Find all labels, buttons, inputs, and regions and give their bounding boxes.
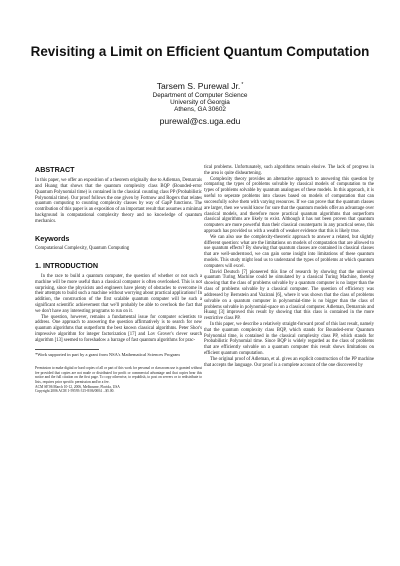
body-paragraph-5: In this paper, we describe a relatively straight-forward proof of this last result, namely that the quantum complexity class BQP, which stands for Bounded-error Quantum Polynomial time, is contained in the classical complexity class PP, which stands for Probabilistic Polynomial time. Since BQP is widely regarded as the class of problems that are efficiently solvable on a quantum computer this result shows limitations on efficient quantum computation.	[204, 321, 374, 356]
body-paragraph-2: Complexity theory provides an alternative approach to answering this question by comparing the types of problems solvable by classical models of computation to the types of problems solvable by quantum analogues of these models. In this approach, it is useful to seperate problems into classes based on models of computation that can successfully solve them with varying resources. If we can prove that the quantum classes are larger, then we would know for sure that the quantum models offer an advantage over classical models, and therefore more practical quantum algorithms that outperform classical algorithms are likely to exist. Although it has not been proven that quantum computers are more powerful than their classical counterparts in any practical sense, this approach has provided us with a wealth of weaker evidence that this is likely true.	[204, 176, 374, 234]
permission-notice: Permission to make digital or hard copies of all or part of this work for personal or classroom use is granted without fee provided that copies are not made or distributed for profit or commercial advantage and that copies bear this notice and the full citation on the first page. To copy otherwise, to republish, to post on servers or to redistribute to lists, requires prior specific permission and/or a fee.	[35, 366, 202, 385]
affiliation-department: Department of Computer Science	[152, 91, 248, 99]
author-name-line	[0, 82, 400, 91]
keywords-text: Computational Complexity, Quantum Computing	[35, 245, 130, 251]
author-footnote: *Work supported in part by a grant from NSA's Mathematical Sciences Program	[35, 351, 180, 357]
introduction-heading: 1. INTRODUCTION	[35, 260, 99, 270]
affiliation-city: Athens, GA 30602	[174, 106, 226, 114]
body-paragraph-3: We can also use the complexity-theoretic approach to answer a related, but slightly different question: what are the limitations on models of computation that are allowed to use quantum effects? By showing that quantum classes are contained in classical classes that are well-understood, we can gain some insight into limitations of these quantum models. This study might lead us to understand the types of problems at which quantum computers will excel.	[204, 234, 374, 269]
introduction-paragraph-2: The question, however, remains a fundamental issue for computer scientists to address. One approach to answering the question affirmatively is to search for new quantum algorithms that outperform the best known classical algorithms. Peter Shor's impressive algorithm for integer factorization [17] and Lov Grover's clever search algorithm [13] seemed to foreshadow a barrage of fast quantum algorithms for prac-	[35, 314, 202, 343]
right-column	[204, 165, 374, 368]
body-paragraph-4: David Deutsch [7] pioneered this line of research by showing that the universal quantum Turing Machine could be simulated by a classical Turing Machine, thereby showing that the class of problems solvable by a quantum computer is no larger than the class of problems solvable by a classical computer. The question of efficiency was addressed by Bernstein and Vazirani [6], where it was shown that the class of problems solvable on a quantum computer in polynomial-time is no bigger than the class of problems solvable in polynomial-space on a classical computer. Adleman, Demarrais and Huang [3] improved this result by showing that this class is contained in the more restrictive class PP.	[204, 269, 374, 322]
author-email: purewal@cs.uga.edu	[159, 115, 241, 126]
abstract-text: In this paper, we offer an exposition of a theorem originally due to Adleman, Demarrais and Huang that shows that the quantum complexity class BQP (Bounded-error Quantum Polynomial time) is contained in the classical counting class PP (Probabilistic Polynomial time). Our proof follows the one given by Fortnow and Rogers that relates quantum computing to counting complexity classes by way of GapP functions. The contribution of this paper is an exposition of an important result that assumes a minimal background in computational complexity theory and no knowledge of quantum mechanics.	[35, 178, 203, 224]
footnote-rule	[35, 349, 99, 350]
author-block	[0, 82, 400, 125]
author-footnote-mark: *	[241, 82, 244, 88]
author-name: Tarsem S. Purewal Jr.	[156, 81, 241, 91]
body-paragraph-1: tical problems. Unfortunately, such algorithms remain elusive. The lack of progress in the area is quite disheartening.	[204, 165, 374, 176]
keywords-heading: Keywords	[35, 233, 70, 243]
introduction-paragraph-1: In the race to build a quantum computer, the question of whether or not such a machine will be more useful than a classical computer is often overlooked. This is not surprising, since the physicists and engineers have plenty of obstacles to overcome in their attempts to build such a machine without worrying about practical applications! In addition, the construction of the first scalable quantum computer will be such a significant scientific achievement that we'll probably be able to overlook the fact that we don't have any interesting programs to run on it.	[35, 273, 202, 314]
copyright-notice: Copyright 2006 ACM 1-59593-315-8/06/0004 ...$5.00.	[35, 389, 115, 394]
affiliation-university: University of Georgia	[170, 99, 230, 106]
body-paragraph-6: The original proof of Adleman, et al. gives an explicit construction of the PP machine that accepts the language. Our proof is a complete account of the one discovered by	[204, 356, 374, 368]
left-column	[35, 166, 202, 394]
abstract-heading: ABSTRACT	[35, 165, 75, 174]
conference-info: ACM SE'06 March 10-12, 2006, Melbourne, Florida, USA	[35, 384, 120, 389]
paper-title: Revisiting a Limit on Efficient Quantum Computation	[30, 44, 370, 59]
